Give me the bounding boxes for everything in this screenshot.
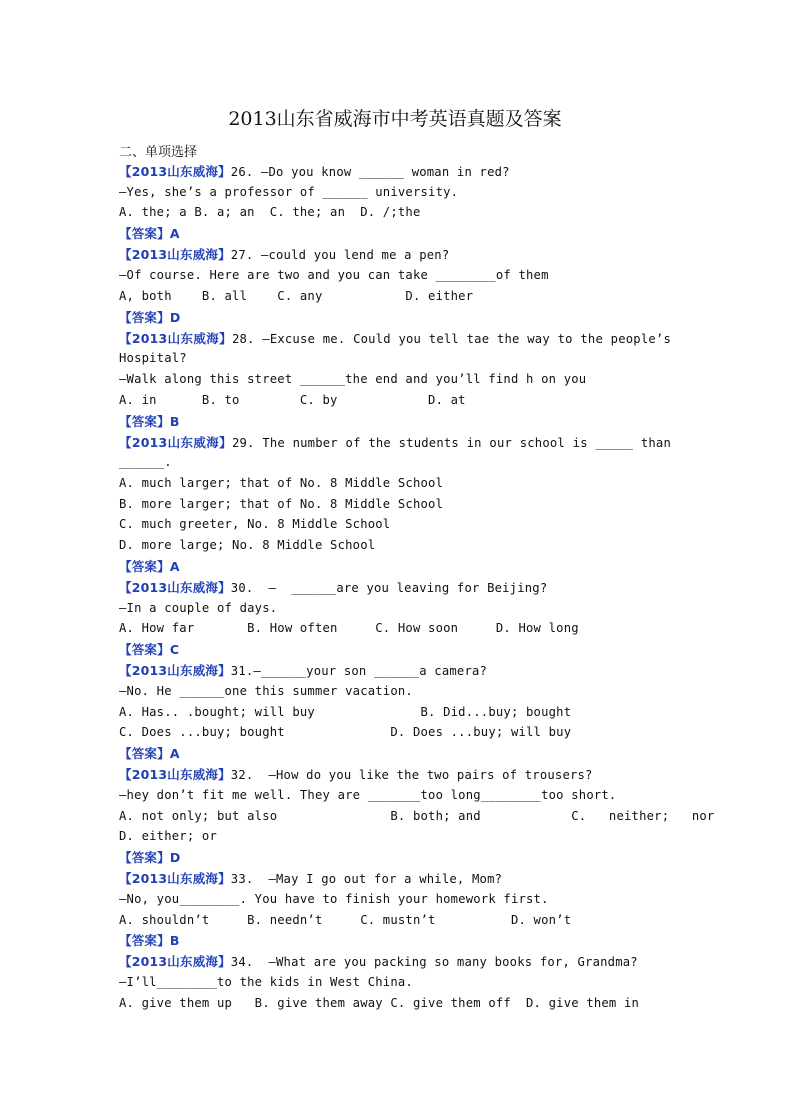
question-31-options-2: C. Does ...buy; bought D. Does ...buy; will buy xyxy=(119,725,572,739)
answer-label: 【答案】 xyxy=(119,933,170,948)
answer-value: C xyxy=(169,642,180,657)
question-26-line-2: —Yes, she’s a professor of ______ university. xyxy=(119,185,459,199)
question-text: 33. —May I go out for a while, Mom? xyxy=(230,872,503,886)
question-34 xyxy=(119,952,638,970)
question-text: 32. —How do you like the two pairs of trousers? xyxy=(230,768,593,782)
question-26-options: A. the; a B. a; an C. the; an D. /;the xyxy=(119,205,421,219)
section-heading: 二、单项选择 xyxy=(119,145,198,160)
question-31-line-2: —No. He ______one this summer vacation. xyxy=(119,684,413,698)
question-32-line-2: —hey don’t fit me well. They are _______too long________too short. xyxy=(119,788,617,802)
question-30-options: A. How far B. How often C. How soon D. How long xyxy=(119,621,579,635)
question-28-options: A. in B. to C. by D. at xyxy=(119,393,466,407)
question-30-answer xyxy=(119,640,179,658)
source-tag: 【2013山东威海】 xyxy=(119,767,231,782)
answer-value: D xyxy=(169,850,181,865)
question-28-line-3: —Walk along this street ______the end and you’ll find h on you xyxy=(119,372,587,386)
question-27-options: A, both B. all C. any D. either xyxy=(119,289,474,303)
question-29-answer xyxy=(119,557,180,575)
question-28-line-2: Hospital? xyxy=(119,351,187,365)
question-26 xyxy=(119,162,510,180)
answer-value: B xyxy=(169,933,180,948)
question-28 xyxy=(119,329,671,347)
question-33-answer xyxy=(119,931,180,949)
question-31-options-1: A. Has.. .bought; will buy B. Did...buy; bought xyxy=(119,705,572,719)
answer-label: 【答案】 xyxy=(119,850,170,865)
answer-label: 【答案】 xyxy=(119,310,170,325)
question-32 xyxy=(119,765,593,783)
question-31 xyxy=(119,661,487,679)
question-29 xyxy=(119,433,671,451)
question-text: 31.—______your son ______a camera? xyxy=(230,664,488,678)
question-33-options: A. shouldn’t B. needn’t C. mustn’t D. won’t xyxy=(119,913,572,927)
answer-label: 【答案】 xyxy=(119,226,170,241)
answer-value: A xyxy=(169,226,180,241)
question-29-option-b: B. more larger; that of No. 8 Middle School xyxy=(119,497,444,511)
question-26-answer xyxy=(119,224,180,242)
source-tag: 【2013山东威海】 xyxy=(119,164,231,179)
answer-value: D xyxy=(169,310,181,325)
question-29-option-d: D. more large; No. 8 Middle School xyxy=(119,538,376,552)
question-27-answer xyxy=(119,308,180,326)
source-tag: 【2013山东威海】 xyxy=(119,247,231,262)
question-31-answer xyxy=(119,744,180,762)
question-32-options-2: D. either; or xyxy=(119,829,217,843)
question-33-line-2: —No, you________. You have to finish your homework first. xyxy=(119,892,549,906)
question-32-answer xyxy=(119,848,180,866)
question-29-line-2: ______. xyxy=(119,455,172,469)
answer-label: 【答案】 xyxy=(119,414,170,429)
answer-value: A xyxy=(169,559,180,574)
question-text: 26. —Do you know ______ woman in red? xyxy=(230,165,510,179)
question-text: 28. —Excuse me. Could you tell tae the way to the people’s xyxy=(231,332,671,346)
source-tag: 【2013山东威海】 xyxy=(119,663,231,678)
question-28-answer xyxy=(119,412,180,430)
answer-value: B xyxy=(169,414,180,429)
question-text: 29. The number of the students in our school is _____ than xyxy=(231,436,671,450)
question-34-line-2: —I’ll________to the kids in West China. xyxy=(119,975,413,989)
question-30 xyxy=(119,578,547,596)
question-32-options-1: A. not only; but also B. both; and C. neither; nor xyxy=(119,809,715,823)
document-title: 2013山东省威海市中考英语真题及答案 xyxy=(228,108,562,130)
question-30-line-2: —In a couple of days. xyxy=(119,601,278,615)
answer-label: 【答案】 xyxy=(119,559,170,574)
answer-value: A xyxy=(169,746,180,761)
answer-label: 【答案】 xyxy=(119,746,170,761)
source-tag: 【2013山东威海】 xyxy=(119,435,232,450)
question-33 xyxy=(119,869,502,887)
question-text: 34. —What are you packing so many books for, Grandma? xyxy=(230,955,638,969)
question-29-option-c: C. much greeter, No. 8 Middle School xyxy=(119,517,391,531)
source-tag: 【2013山东威海】 xyxy=(119,331,232,346)
source-tag: 【2013山东威海】 xyxy=(119,580,231,595)
question-27 xyxy=(119,245,449,263)
question-29-option-a: A. much larger; that of No. 8 Middle School xyxy=(119,476,444,490)
question-text: 30. — ______are you leaving for Beijing? xyxy=(230,581,548,595)
question-34-options: A. give them up B. give them away C. give them off D. give them in xyxy=(119,996,640,1010)
source-tag: 【2013山东威海】 xyxy=(119,871,231,886)
answer-label: 【答案】 xyxy=(119,642,170,657)
question-27-line-2: —Of course. Here are two and you can take ________of them xyxy=(119,268,549,282)
question-text: 27. —could you lend me a pen? xyxy=(230,248,450,262)
source-tag: 【2013山东威海】 xyxy=(119,954,231,969)
